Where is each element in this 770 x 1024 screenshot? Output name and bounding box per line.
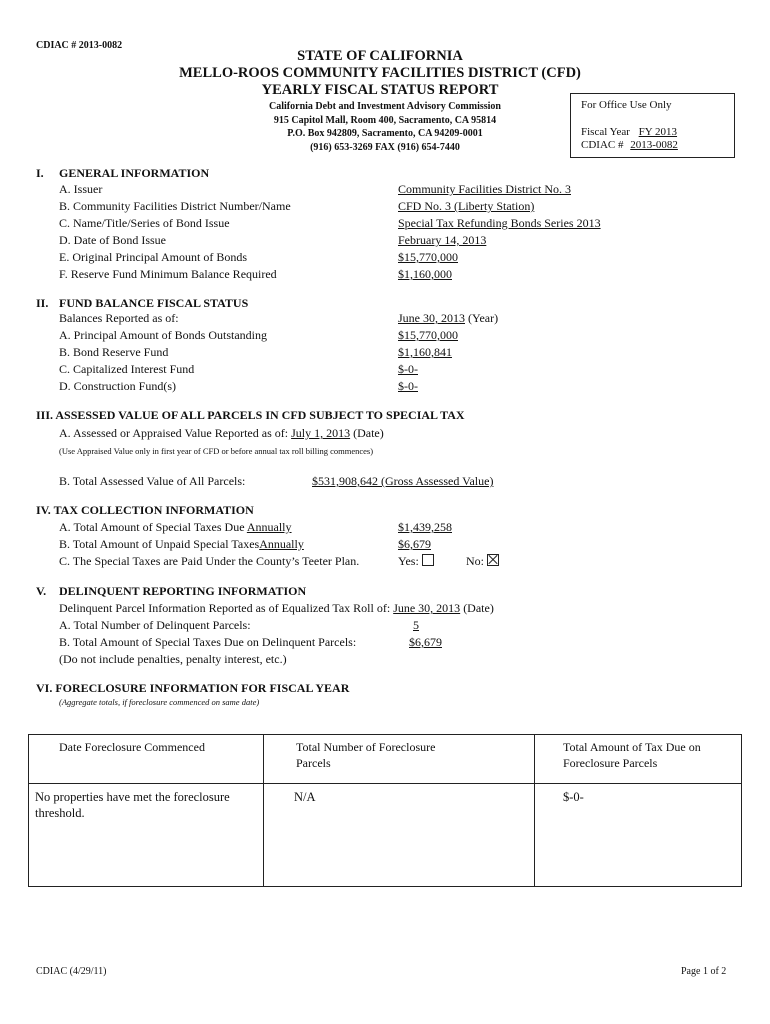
foreclosure-cell <box>535 784 742 887</box>
delinquent-taxes-value: $6,679 <box>409 635 442 649</box>
taxes-due-label-row <box>59 520 292 535</box>
original-principal-label: E. Original Principal Amount of Bonds <box>59 250 247 264</box>
cfd-title: MELLO-ROOS COMMUNITY FACILITIES DISTRICT (CFD) <box>179 65 581 81</box>
agency-address-1: 915 Capitol Mall, Room 400, Sacramento, CA 95814 <box>273 115 497 126</box>
cdiac-number: CDIAC # 2013-0082 <box>36 40 123 51</box>
tax-roll-suffix: (Date) <box>463 601 494 615</box>
office-use-title: For Office Use Only <box>581 99 672 111</box>
unpaid-taxes-annually: Annually <box>259 537 304 551</box>
table-row <box>29 784 742 887</box>
assessed-date-suffix: (Date) <box>353 426 384 440</box>
total-assessed-label: B. Total Assessed Value of All Parcels: <box>59 474 246 488</box>
taxes-due-annually: Annually <box>246 520 292 534</box>
report-title: YEARLY FISCAL STATUS REPORT <box>261 82 499 98</box>
agency-name: California Debt and Investment Advisory Commission <box>269 101 501 112</box>
balances-date: June 30, 2013 <box>398 311 465 325</box>
taxes-due-label: A. Total Amount of Special Taxes Due <box>59 520 245 534</box>
teeter-no-checkbox[interactable] <box>487 554 499 566</box>
issue-date-label: D. Date of Bond Issue <box>59 233 166 247</box>
capitalized-interest-value: $-0- <box>398 362 418 376</box>
balances-suffix: (Year) <box>468 311 499 325</box>
tax-roll-label: Delinquent Parcel Information Reported as of Equalized Tax Roll of: <box>59 601 391 615</box>
foreclosure-header-cell <box>29 735 264 784</box>
assessed-date-label: A. Assessed or Appraised Value Reported as of: <box>59 426 289 440</box>
taxes-due-value: $1,439,258 <box>398 520 452 534</box>
form-version: CDIAC (4/29/11) <box>36 966 107 977</box>
foreclosure-table <box>28 734 742 887</box>
tax-roll-row <box>59 601 494 616</box>
reserve-minimum-value: $1,160,000 <box>398 267 452 281</box>
delinquent-parcels-label: A. Total Number of Delinquent Parcels: <box>59 618 251 632</box>
parcels-header: Total Number of Foreclosure Parcels <box>296 740 436 770</box>
assessed-date-row <box>59 426 384 441</box>
unpaid-taxes-label: B. Total Amount of Unpaid Special Taxes <box>59 537 260 551</box>
section-5-number: V. <box>36 584 47 598</box>
date-commenced-header: Date Foreclosure Commenced <box>59 740 205 754</box>
fiscal-year-row <box>581 126 711 138</box>
state-title: STATE OF CALIFORNIA <box>297 48 463 64</box>
penalties-note: (Do not include penalties, penalty interest, etc.) <box>59 652 287 666</box>
reserve-minimum-label: F. Reserve Fund Minimum Balance Required <box>59 267 277 281</box>
balances-date-row <box>398 311 498 326</box>
fiscal-year-value: FY 2013 <box>638 126 678 138</box>
issuer-value: Community Facilities District No. 3 <box>398 182 571 196</box>
appraised-value-note: (Use Appraised Value only in first year of CFD or before annual tax roll billing commences) <box>59 446 374 456</box>
foreclosure-header-cell <box>535 735 742 784</box>
construction-fund-label: D. Construction Fund(s) <box>59 379 176 393</box>
construction-fund-value: $-0- <box>398 379 418 393</box>
agency-address-2: P.O. Box 942809, Sacramento, CA 94209-0001 <box>287 128 483 139</box>
issuer-label: A. Issuer <box>59 182 103 196</box>
cdiac-row <box>581 139 716 151</box>
tax-roll-date: June 30, 2013 <box>393 601 461 615</box>
section-6-heading: VI. FORECLOSURE INFORMATION FOR FISCAL YEAR <box>36 681 350 695</box>
balances-label: Balances Reported as of: <box>59 311 179 325</box>
section-3-heading: III. ASSESSED VALUE OF ALL PARCELS IN CFD SUBJECT TO SPECIAL TAX <box>36 408 465 422</box>
total-assessed-value: $531,908,642 (Gross Assessed Value) <box>312 474 494 488</box>
teeter-no <box>466 554 499 569</box>
foreclosure-cell <box>264 784 535 887</box>
teeter-no-label: No: <box>466 554 484 568</box>
cdiac-value: 2013-0082 <box>630 139 678 151</box>
unpaid-taxes-value: $6,679 <box>398 537 431 551</box>
bond-issue-label: C. Name/Title/Series of Bond Issue <box>59 216 230 230</box>
fiscal-year-label: Fiscal Year <box>581 126 630 138</box>
section-5-heading: DELINQUENT REPORTING INFORMATION <box>59 584 307 598</box>
teeter-plan-label: C. The Special Taxes are Paid Under the County’s Teeter Plan. <box>59 554 360 568</box>
page-number: Page 1 of 2 <box>681 966 727 977</box>
cdiac-label: CDIAC # <box>581 139 624 151</box>
date-commenced-value: No properties have met the foreclosure threshold. <box>35 790 230 820</box>
office-use-box <box>570 93 735 158</box>
section-2-heading: FUND BALANCE FISCAL STATUS <box>59 296 249 310</box>
agency-phone: (916) 653-3269 FAX (916) 654-7440 <box>310 142 460 153</box>
foreclosure-header-cell <box>264 735 535 784</box>
delinquent-taxes-label: B. Total Amount of Special Taxes Due on Delinquent Parcels: <box>59 635 357 649</box>
section-4-heading: IV. TAX COLLECTION INFORMATION <box>36 503 254 517</box>
bond-issue-value: Special Tax Refunding Bonds Series 2013 <box>398 216 601 230</box>
teeter-yes-label: Yes: <box>398 554 419 568</box>
bond-reserve-value: $1,160,841 <box>398 345 452 359</box>
principal-outstanding-label: A. Principal Amount of Bonds Outstanding <box>59 328 267 342</box>
section-1-heading: GENERAL INFORMATION <box>59 166 210 180</box>
original-principal-value: $15,770,000 <box>398 250 458 264</box>
foreclosure-subnote: (Aggregate totals, if foreclosure commenced on same date) <box>59 697 260 707</box>
assessed-date-value: July 1, 2013 <box>291 426 351 440</box>
unpaid-taxes-label-row <box>59 537 304 552</box>
teeter-yes <box>398 554 434 569</box>
section-2-number: II. <box>36 296 49 310</box>
cfd-number-label: B. Community Facilities District Number/Name <box>59 199 291 213</box>
tax-due-header: Total Amount of Tax Due on Foreclosure Parcels <box>563 740 701 770</box>
foreclosure-table-header <box>29 735 742 784</box>
delinquent-parcels-value: 5 <box>413 618 419 632</box>
issue-date-value: February 14, 2013 <box>398 233 487 247</box>
bond-reserve-label: B. Bond Reserve Fund <box>59 345 169 359</box>
foreclosure-cell <box>29 784 264 887</box>
cfd-number-value: CFD No. 3 (Liberty Station) <box>398 199 535 213</box>
section-1-number: I. <box>36 166 44 180</box>
teeter-yes-checkbox[interactable] <box>422 554 434 566</box>
principal-outstanding-value: $15,770,000 <box>398 328 458 342</box>
parcels-value: N/A <box>294 790 316 804</box>
tax-due-value: $-0- <box>563 790 584 804</box>
capitalized-interest-label: C. Capitalized Interest Fund <box>59 362 195 376</box>
